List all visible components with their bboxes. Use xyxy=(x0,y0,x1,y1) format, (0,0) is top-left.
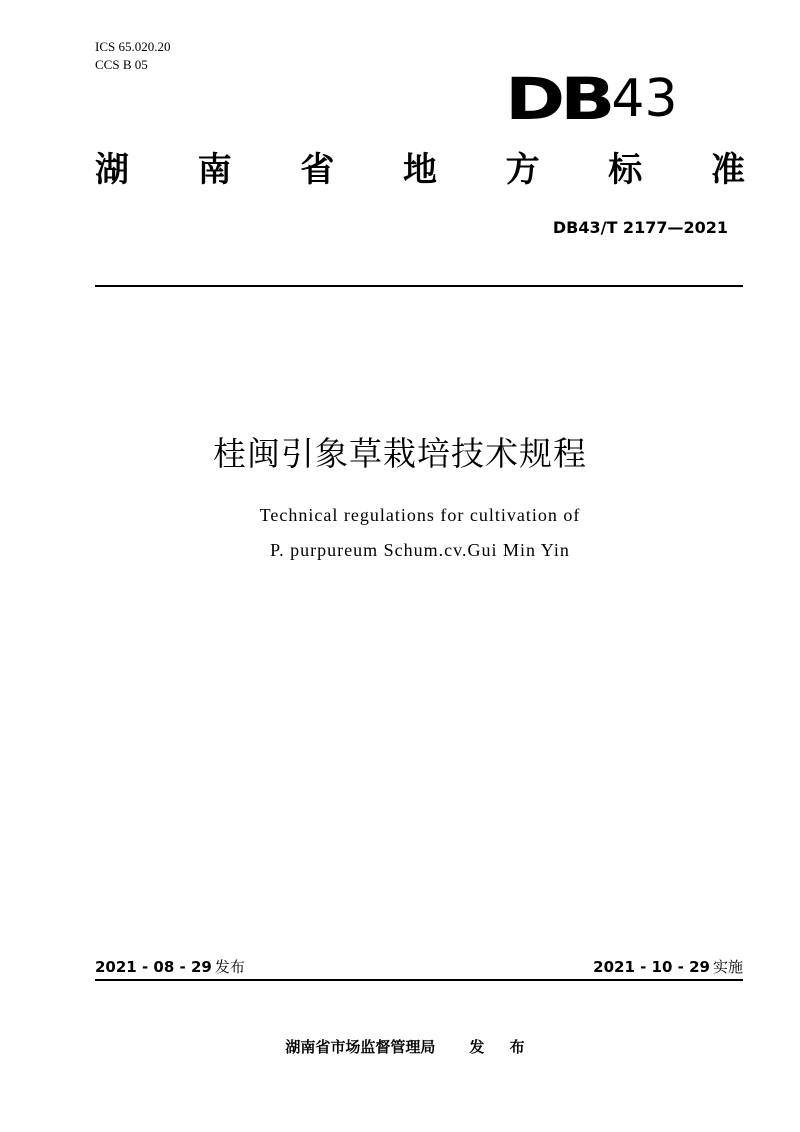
issuer-line xyxy=(0,1036,800,1057)
standard-type-title xyxy=(95,148,745,192)
standard-type-char: 准 xyxy=(710,150,745,190)
standard-type-char: 地 xyxy=(402,150,437,190)
standard-type-char: 省 xyxy=(300,150,335,190)
implement-label: 实施 xyxy=(712,958,743,976)
ccs-code: CCS B 05 xyxy=(95,57,148,72)
ics-code: ICS 65.020.20 xyxy=(95,39,171,54)
standard-type-char: 南 xyxy=(197,150,232,190)
issue-label: 发布 xyxy=(214,958,245,976)
implement-date-block xyxy=(593,956,743,977)
issuer-action: 发 布 xyxy=(469,1038,535,1056)
issue-date: 2021 - 08 - 29 xyxy=(95,958,212,976)
standard-number: DB43/T 2177—2021 xyxy=(552,218,728,237)
standard-type-char: 湖 xyxy=(95,150,129,190)
db-letters: DB xyxy=(505,65,611,133)
issue-date-block xyxy=(95,956,245,977)
implement-date: 2021 - 10 - 29 xyxy=(593,958,710,976)
bottom-divider xyxy=(95,979,743,981)
document-title-en-line2: P. purpureum Schum.cv.Gui Min Yin xyxy=(270,540,570,560)
classification-codes xyxy=(95,38,170,74)
issuer-name: 湖南省市场监督管理局 xyxy=(285,1038,436,1056)
standard-type-char: 标 xyxy=(608,150,643,190)
date-row xyxy=(95,956,743,977)
db-number: 43 xyxy=(611,69,678,129)
standard-type-char: 方 xyxy=(505,150,540,190)
document-title-cn: 桂闽引象草栽培技术规程 xyxy=(213,434,587,473)
db-logo xyxy=(505,65,678,133)
top-divider xyxy=(95,285,743,287)
document-title-en-line1: Technical regulations for cultivation of xyxy=(259,505,581,525)
